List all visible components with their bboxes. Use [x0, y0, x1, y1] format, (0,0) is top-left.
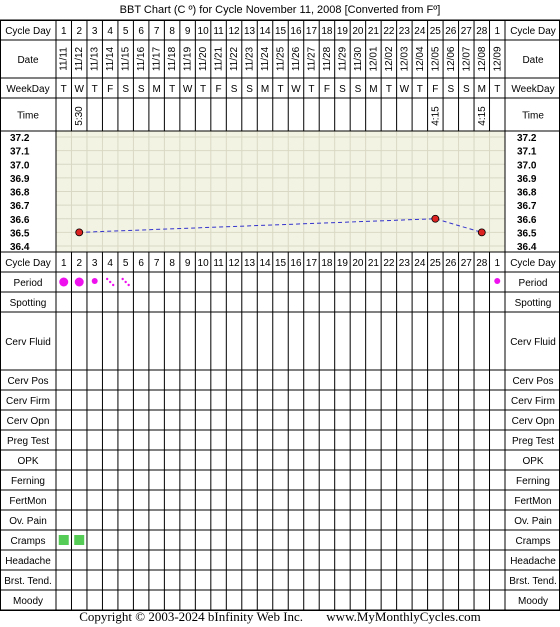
- symptom-label-right: Spotting: [514, 298, 552, 309]
- date-cell: 11/17: [151, 46, 163, 72]
- weekday-cell: M: [260, 84, 270, 95]
- cycle-day-cell-2: 6: [138, 258, 144, 269]
- row-label-time: Time: [17, 110, 39, 122]
- symptom-label: Ferning: [11, 476, 45, 487]
- cycle-day-cell-2: 5: [122, 258, 129, 269]
- symptom-label-right: Brst. Tend.: [509, 576, 557, 587]
- weekday-cell: S: [122, 84, 130, 95]
- chart-title: BBT Chart (C º) for Cycle November 11, 2008 [Converted from Fº]: [119, 4, 441, 16]
- date-cell: 12/06: [445, 46, 457, 72]
- cycle-day-cell-2: 10: [197, 258, 209, 269]
- date-cell: 12/08: [476, 46, 488, 72]
- symptom-label-right: Cerv Opn: [511, 416, 555, 427]
- cycle-day-cell-2: 17: [305, 258, 318, 269]
- date-cell: 11/30: [352, 46, 364, 72]
- cycle_day-cell: 6: [138, 26, 144, 37]
- date-cell: 12/01: [368, 46, 380, 72]
- temp-tick-left: 36.6: [10, 214, 30, 226]
- cycle_day-cell: 21: [367, 26, 379, 37]
- cycle_day-cell: 1: [60, 26, 67, 37]
- time-cell: 4:15: [476, 106, 488, 126]
- weekday-cell: W: [74, 84, 84, 95]
- symptom-label: Cramps: [10, 536, 46, 547]
- period-mark-heavy: [75, 278, 84, 287]
- symptom-label: Cerv Fluid: [5, 337, 51, 348]
- weekday-cell: F: [432, 84, 439, 95]
- weekday-cell: S: [246, 84, 253, 95]
- symptom-label-right: Cerv Pos: [512, 376, 554, 387]
- row-label-right-cycle_day: Cycle Day: [510, 26, 556, 37]
- cycle_day-cell: 10: [197, 26, 209, 37]
- date-cell: 11/15: [120, 46, 132, 72]
- date-cell: 12/05: [430, 46, 442, 72]
- symptom-label: Moody: [12, 596, 44, 607]
- symptom-label: Cerv Pos: [7, 376, 49, 387]
- weekday-cell: M: [369, 84, 378, 95]
- period-mark-medium: [494, 278, 500, 284]
- cycle-day-cell-2: 19: [336, 258, 348, 269]
- time-cell: 4:15: [430, 106, 442, 126]
- cycle-day-cell-2: 3: [91, 258, 98, 269]
- cycle_day-cell: 3: [91, 26, 98, 37]
- symptom-label-right: Moody: [517, 596, 549, 607]
- cycle-day-cell-2: 16: [290, 258, 302, 269]
- date-cell: 11/13: [89, 46, 101, 72]
- cramps-mark: [59, 535, 69, 545]
- cycle-day-cell-2: 24: [414, 258, 426, 269]
- cycle-day-cell-2: 11: [213, 258, 224, 269]
- symptom-label: Cerv Opn: [6, 416, 50, 427]
- cycle_day-cell: 8: [169, 26, 175, 37]
- time-cell: 5:30: [74, 106, 86, 126]
- cycle_day-cell: 26: [445, 26, 457, 37]
- weekday-cell: T: [494, 84, 501, 95]
- period-mark-spotting: [127, 284, 129, 286]
- cycle_day-cell: 9: [184, 26, 191, 37]
- date-cell: 11/23: [244, 46, 256, 72]
- date-cell: 11/11: [58, 47, 70, 71]
- temp-tick-left: 37.0: [10, 160, 30, 172]
- cycle-day-cell-2: 7: [153, 258, 160, 269]
- weekday-cell: S: [339, 84, 346, 95]
- symptom-label: Headache: [5, 556, 51, 567]
- cycle-day-cell-2: 14: [259, 258, 271, 269]
- cycle-day-cell-2: 2: [76, 258, 83, 269]
- row-label-right-weekday: WeekDay: [511, 84, 555, 95]
- cycle-day-cell-2: 25: [429, 258, 441, 269]
- symptom-label: OPK: [17, 456, 39, 467]
- date-cell: 11/29: [337, 46, 349, 72]
- cycle_day-cell: 1: [494, 26, 501, 37]
- symptom-label-right: FertMon: [514, 496, 552, 507]
- cycle_day-cell: 12: [228, 26, 240, 37]
- date-cell: 11/26: [290, 46, 302, 72]
- weekday-cell: S: [462, 84, 470, 95]
- temp-tick-right: 36.8: [517, 187, 537, 199]
- row-label-weekday: WeekDay: [6, 84, 50, 95]
- cycle_day-cell: 4: [107, 26, 113, 37]
- symptom-label-right: Cerv Firm: [511, 396, 555, 407]
- date-cell: 11/12: [74, 46, 86, 72]
- weekday-cell: M: [477, 84, 486, 95]
- symptom-label-right: Ov. Pain: [514, 516, 552, 527]
- temperature-point: [478, 229, 485, 236]
- date-cell: 12/04: [414, 46, 426, 72]
- cramps-mark: [74, 535, 84, 545]
- temp-tick-left: 37.2: [10, 133, 30, 144]
- cycle_day-cell: 23: [398, 26, 410, 37]
- cycle_day-cell: 19: [336, 26, 348, 37]
- cycle_day-cell: 7: [153, 26, 160, 37]
- weekday-cell: S: [230, 84, 238, 95]
- cycle-day-cell-2: 18: [321, 258, 333, 269]
- date-cell: 11/16: [136, 46, 148, 72]
- cycle-day-cell-2: 4: [107, 258, 113, 269]
- temp-tick-left: 36.7: [10, 201, 30, 213]
- cycle-day-cell-2: 21: [367, 258, 379, 269]
- cycle_day-cell: 13: [243, 26, 256, 37]
- cycle_day-cell: 17: [305, 26, 318, 37]
- date-cell: 12/03: [399, 46, 411, 72]
- temperature-point: [432, 215, 439, 222]
- period-mark-medium: [92, 278, 98, 284]
- symptom-label-right: Preg Test: [511, 436, 555, 447]
- cycle-day-cell-2: 23: [398, 258, 410, 269]
- date-cell: 11/14: [105, 46, 117, 72]
- weekday-cell: F: [323, 84, 331, 95]
- period-mark-spotting: [124, 281, 126, 283]
- temp-tick-right: 37.2: [517, 133, 537, 144]
- cycle_day-cell: 14: [259, 26, 271, 37]
- cycle_day-cell: 28: [476, 26, 488, 37]
- temp-tick-left: 36.9: [10, 173, 30, 185]
- date-cell: 12/07: [461, 46, 473, 72]
- temp-tick-right: 36.7: [517, 201, 537, 213]
- row-label-cycle-day-2: Cycle Day: [5, 258, 51, 269]
- weekday-cell: T: [60, 84, 67, 95]
- weekday-cell: W: [182, 84, 193, 95]
- weekday-cell: T: [277, 84, 284, 95]
- weekday-cell: W: [291, 84, 301, 95]
- date-cell: 11/21: [213, 46, 225, 72]
- symptom-label: FertMon: [9, 496, 47, 507]
- symptom-label: Cerv Firm: [6, 396, 50, 407]
- weekday-cell: T: [91, 84, 98, 95]
- row-label-right-time: Time: [522, 110, 544, 122]
- cycle_day-cell: 22: [383, 26, 395, 37]
- temp-tick-left: 36.8: [10, 187, 30, 199]
- symptom-label: Brst. Tend.: [4, 576, 52, 587]
- weekday-cell: T: [308, 84, 315, 95]
- weekday-cell: W: [399, 84, 410, 95]
- cycle-day-cell-2: 22: [383, 258, 395, 269]
- period-mark-spotting: [112, 284, 114, 286]
- cycle_day-cell: 11: [213, 26, 224, 37]
- symptom-label-right: OPK: [522, 456, 544, 467]
- cycle-day-cell-2: 28: [476, 258, 488, 269]
- symptom-label: Spotting: [9, 298, 47, 309]
- temp-tick-left: 36.4: [10, 242, 30, 253]
- cycle-day-cell-2: 1: [60, 258, 67, 269]
- weekday-cell: T: [200, 84, 207, 95]
- temp-tick-right: 37.0: [517, 160, 537, 172]
- cycle_day-cell: 25: [429, 26, 441, 37]
- cycle_day-cell: 5: [122, 26, 129, 37]
- symptom-label-right: Headache: [510, 556, 556, 567]
- symptom-label-right: Ferning: [516, 476, 550, 487]
- cycle-day-cell-2: 13: [243, 258, 256, 269]
- symptom-label-right: Cramps: [515, 536, 551, 547]
- temp-tick-right: 36.5: [517, 228, 537, 240]
- row-label-right-cycle-day-2: Cycle Day: [510, 258, 556, 269]
- date-cell: 12/09: [492, 46, 504, 72]
- cycle-day-cell-2: 12: [228, 258, 240, 269]
- symptom-label: Preg Test: [6, 436, 50, 447]
- weekday-cell: S: [137, 84, 145, 95]
- site-link[interactable]: www.MyMonthlyCycles.com: [326, 609, 481, 624]
- cycle_day-cell: 16: [290, 26, 302, 37]
- cycle_day-cell: 18: [321, 26, 333, 37]
- date-cell: 11/24: [260, 46, 272, 72]
- symptom-label-right: Cerv Fluid: [510, 337, 556, 348]
- period-mark-spotting: [106, 278, 108, 280]
- symptom-label: Period: [13, 278, 43, 289]
- temp-tick-right: 37.1: [517, 146, 537, 158]
- cycle_day-cell: 2: [76, 26, 83, 37]
- temp-tick-right: 36.9: [517, 173, 537, 185]
- cycle_day-cell: 20: [352, 26, 364, 37]
- cycle_day-cell: 24: [414, 26, 426, 37]
- cycle-day-cell-2: 8: [169, 258, 175, 269]
- footer: [0, 606, 560, 627]
- temp-tick-left: 36.5: [10, 228, 30, 240]
- cycle-day-cell-2: 1: [494, 258, 501, 269]
- cycle-day-cell-2: 20: [352, 258, 364, 269]
- cycle_day-cell: 15: [274, 26, 287, 37]
- date-cell: 11/20: [198, 46, 210, 72]
- period-mark-spotting: [121, 278, 123, 280]
- copyright-text: Copyright © 2003-2024 bInfinity Web Inc.: [79, 609, 304, 624]
- weekday-cell: T: [169, 84, 176, 95]
- weekday-cell: F: [107, 84, 114, 95]
- cycle_day-cell: 27: [460, 26, 472, 37]
- temp-tick-right: 36.4: [517, 242, 537, 253]
- symptom-label-right: Period: [518, 278, 548, 289]
- date-cell: 11/18: [167, 46, 179, 72]
- period-mark-spotting: [109, 281, 111, 283]
- temp-tick-left: 37.1: [10, 146, 30, 158]
- cycle-day-cell-2: 26: [445, 258, 457, 269]
- temperature-point: [76, 229, 83, 236]
- weekday-cell: S: [447, 84, 455, 95]
- row-label-right-date: Date: [522, 55, 544, 66]
- date-cell: 12/02: [383, 46, 395, 72]
- date-cell: 11/19: [182, 46, 194, 72]
- cycle-day-cell-2: 27: [460, 258, 472, 269]
- date-cell: 11/22: [229, 46, 241, 72]
- cycle-day-cell-2: 15: [274, 258, 287, 269]
- weekday-cell: M: [152, 84, 161, 95]
- temp-tick-right: 36.6: [517, 214, 537, 226]
- date-cell: 11/25: [275, 46, 287, 72]
- cycle-day-cell-2: 9: [184, 258, 191, 269]
- weekday-cell: F: [215, 84, 222, 95]
- weekday-cell: S: [354, 84, 362, 95]
- weekday-cell: T: [385, 84, 392, 95]
- weekday-cell: T: [416, 84, 423, 95]
- period-mark-heavy: [59, 278, 68, 287]
- symptom-label: Ov. Pain: [9, 516, 47, 527]
- date-cell: 11/28: [321, 46, 333, 72]
- row-label-cycle_day: Cycle Day: [5, 26, 51, 37]
- row-label-date: Date: [17, 55, 39, 66]
- date-cell: 11/27: [306, 46, 318, 72]
